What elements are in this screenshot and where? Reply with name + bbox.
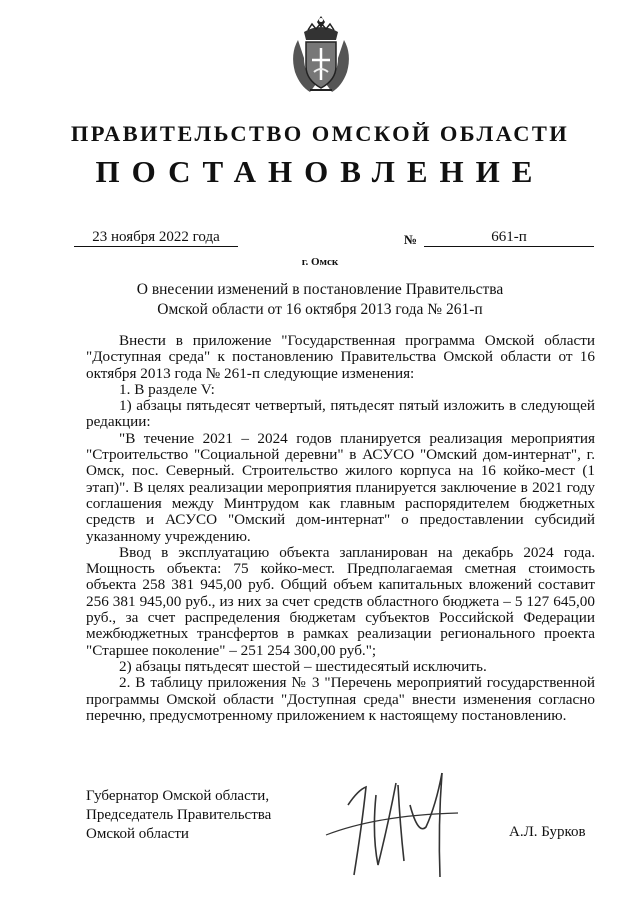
signer-position xyxy=(86,787,271,844)
coat-of-arms-emblem xyxy=(290,14,352,96)
city-label: г. Омск xyxy=(301,256,339,268)
heading-line-2: Омской области от 16 октября 2013 года № 261-п xyxy=(157,301,483,318)
document-number: 661-п xyxy=(424,229,594,247)
organization-title: ПРАВИТЕЛЬСТВО ОМСКОЙ ОБЛАСТИ xyxy=(70,121,570,146)
document-type-title: ПОСТАНОВЛЕНИЕ xyxy=(95,154,545,189)
document-heading xyxy=(120,280,520,320)
document-date: 23 ноября 2022 года xyxy=(74,229,238,247)
paragraph: Внести в приложение "Государственная программа Омской области "Доступная среда" к постановлению Правительства Омской области от 16 октября 2013 года № 261-п следующие изменения: xyxy=(86,332,595,382)
paragraph: 1) абзацы пятьдесят четвертый, пятьдесят пятый изложить в следующей редакции: xyxy=(86,397,595,431)
heading-line-1: О внесении изменений в постановление Правительства xyxy=(136,281,504,298)
handwritten-signature xyxy=(318,765,478,880)
paragraph: Ввод в эксплуатацию объекта запланирован на декабрь 2024 года. Мощность объекта: 75 койко-мест. Предполагаемая сметная стоимость объекта 258 381 945,00 руб. Общий объем капитальных вложений составит 256 381 945,00 руб., из них за счет средств областного бюджета – 5 127 645,00 руб., за счет распределения бюджетам субъектов Российской Федерации межбюджетных трансфертов в рамках реализации регионального проекта "Старшее поколение" – 251 254 300,00 руб."; xyxy=(86,543,595,659)
paragraph: 1. В разделе V: xyxy=(119,380,215,398)
signer-position-line: Губернатор Омской области, xyxy=(86,788,270,804)
paragraph: "В течение 2021 – 2024 годов планируется реализация мероприятия "Строительство "Социальной деревни" в АСУСО "Омский дом-интернат", г. Омск, пос. Северный. Строительство жилого корпуса на 16 койко-мест (1 этап)". В целях реализации мероприятия планируется заключение в 2021 году соглашения между Минтрудом как главным распорядителем бюджетных средств и АСУСО "Омский дом-интернат" о предоставлении субсидий указанному учреждению. xyxy=(86,429,595,545)
signer-position-line: Омской области xyxy=(86,826,189,842)
signer-position-line: Председатель Правительства xyxy=(86,807,272,823)
signer-name: А.Л. Бурков xyxy=(509,824,586,840)
number-sign: № xyxy=(404,232,418,247)
paragraph: 2. В таблицу приложения № 3 "Перечень мероприятий государственной программы Омской области "Доступная среда" внести изменения согласно перечню, предусмотренному приложением к настоящему постановлению. xyxy=(86,674,595,724)
paragraph: 2) абзацы пятьдесят шестой – шестидесятый исключить. xyxy=(119,657,487,675)
document-body xyxy=(86,333,595,724)
